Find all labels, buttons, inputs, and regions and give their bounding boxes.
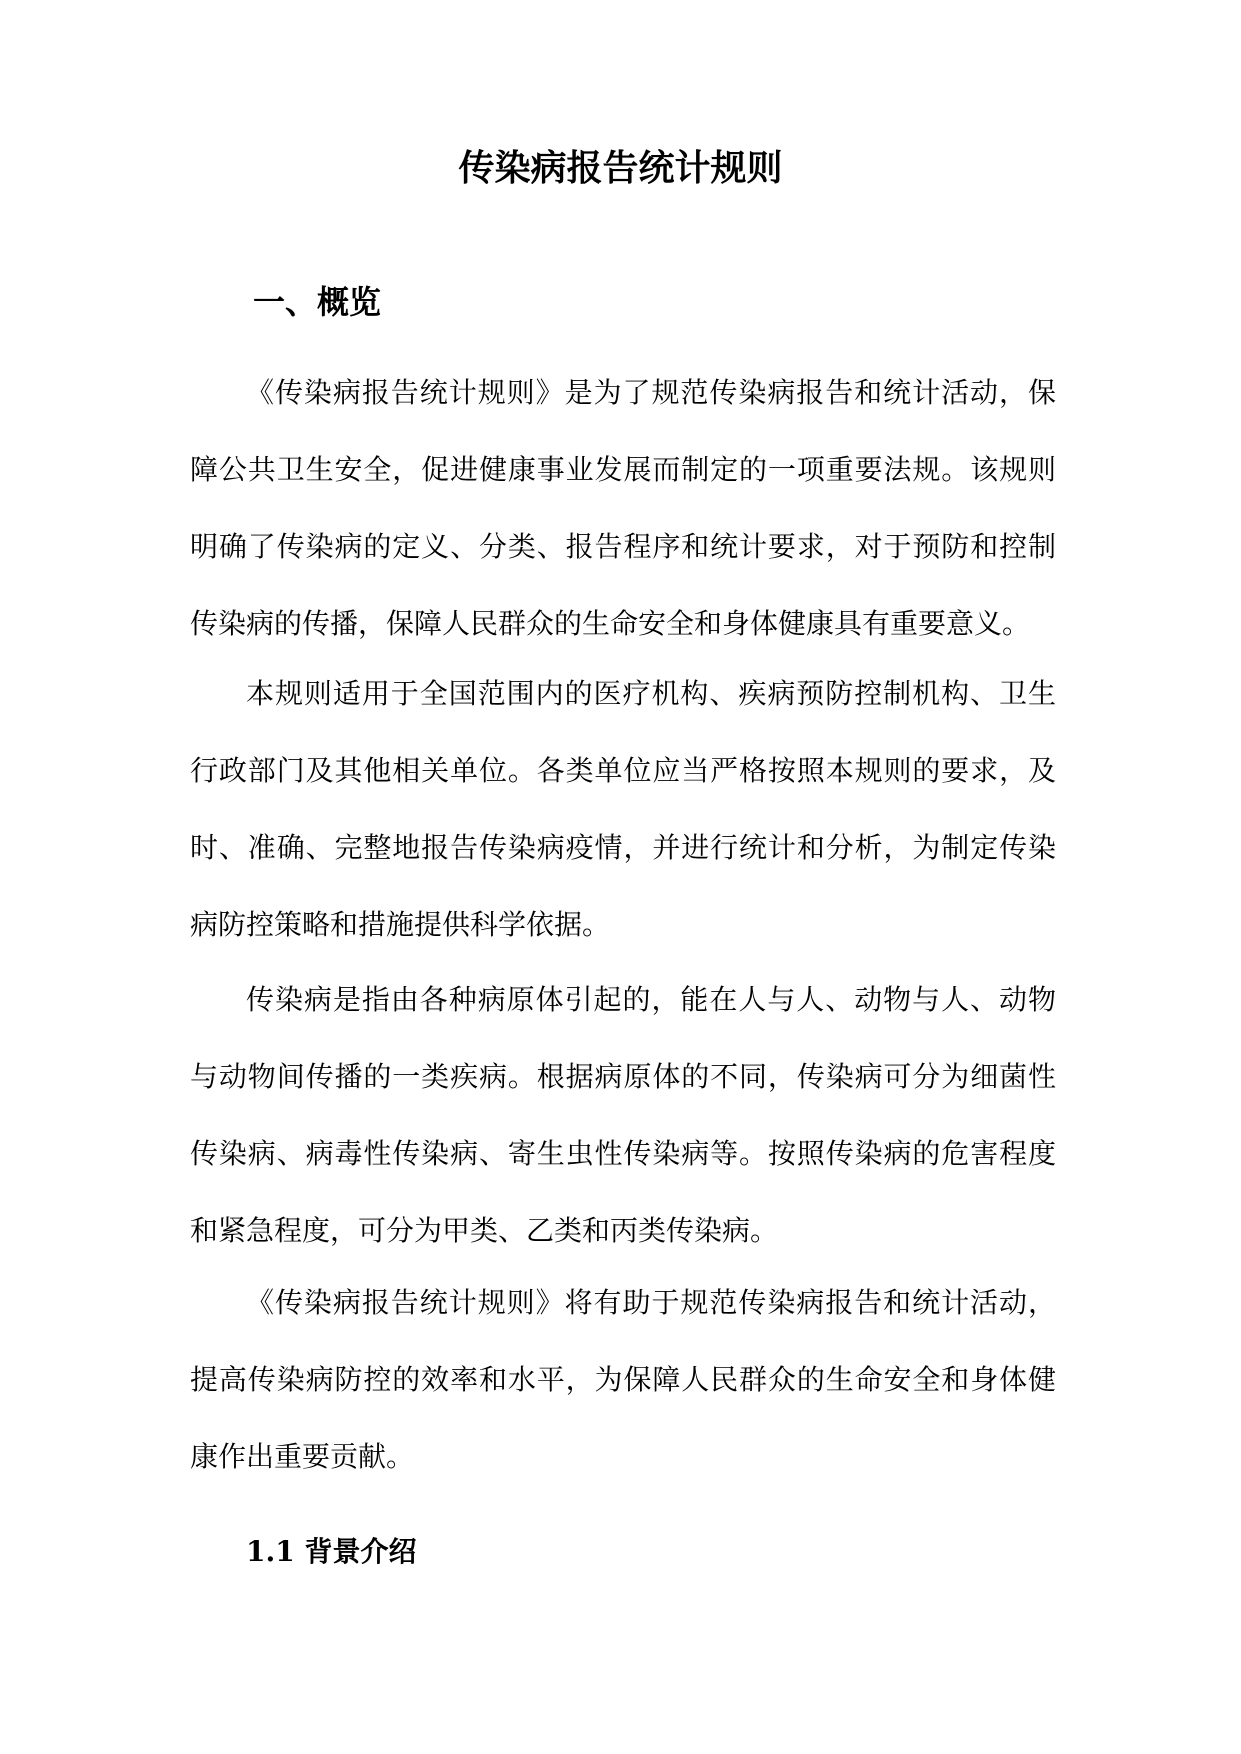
subsection-heading-background: 1.1 背景介绍 [246, 1535, 417, 1568]
paragraph-1: 《传染病报告统计规则》是为了规范传染病报告和统计活动，保障公共卫生安全，促进健康事业发展而制定的一项重要法规。该规则明确了传染病的定义、分类、报告程序和统计要求，对于预防和控制传染病的传播，保障人民群众的生命安全和身体健康具有重要意义。 [190, 376, 1056, 640]
paragraph-4: 《传染病报告统计规则》将有助于规范传染病报告和统计活动，提高传染病防控的效率和水平，为保障人民群众的生命安全和身体健康作出重要贡献。 [190, 1286, 1056, 1473]
document-title: 传染病报告统计规则 [458, 147, 783, 189]
section-heading-overview: 一、概览 [253, 283, 382, 321]
paragraph-2: 本规则适用于全国范围内的医疗机构、疾病预防控制机构、卫生行政部门及其他相关单位。各类单位应当严格按照本规则的要求，及时、准确、完整地报告传染病疫情，并进行统计和分析，为制定传染病防控策略和措施提供科学依据。 [190, 677, 1056, 941]
paragraph-3: 传染病是指由各种病原体引起的，能在人与人、动物与人、动物与动物间传播的一类疾病。根据病原体的不同，传染病可分为细菌性传染病、病毒性传染病、寄生虫性传染病等。按照传染病的危害程度和紧急程度，可分为甲类、乙类和丙类传染病。 [190, 983, 1056, 1247]
